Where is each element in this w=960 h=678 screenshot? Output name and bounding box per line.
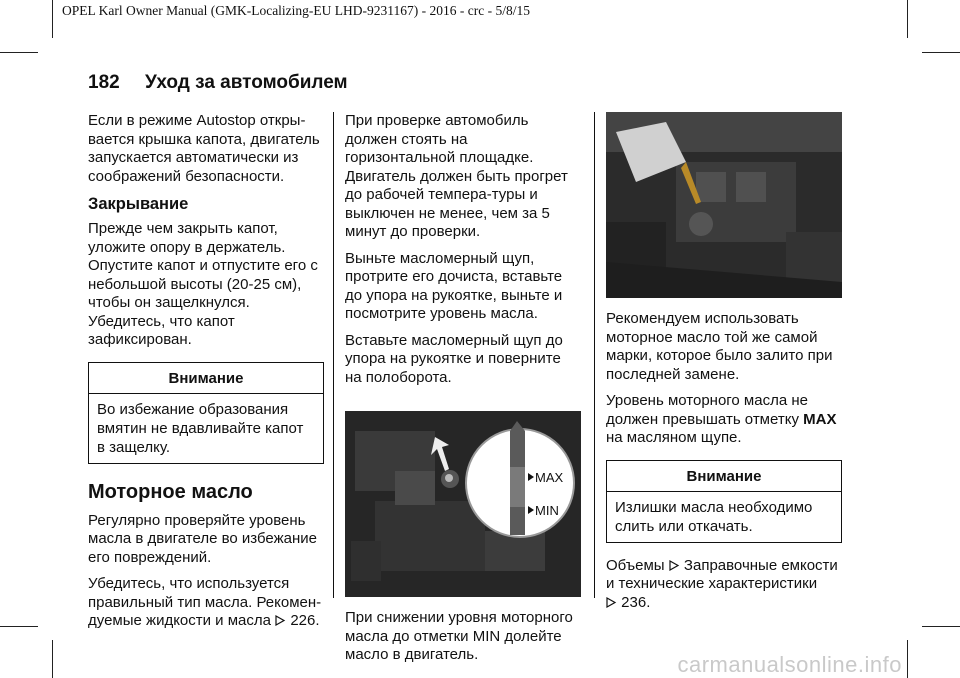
paragraph-with-ref	[606, 557, 842, 613]
crop-mark	[907, 0, 908, 38]
max-mark: MAX	[803, 410, 837, 428]
paragraph-text: на масляном щупе.	[606, 429, 742, 446]
crop-mark	[922, 52, 960, 53]
paragraph: Вставьте масломерный щуп до упора на рукоятке и поверните на полоборота.	[345, 331, 563, 386]
warning-box	[606, 460, 842, 543]
dipstick-figure	[345, 411, 581, 597]
page-heading	[88, 72, 348, 94]
paragraph: При проверке автомобиль должен стоять на горизонтальной площадке. Двигатель должен быть прогрет до рабочей темпера-туры и выключен не менее, чем за 5 минут до проверки.	[345, 112, 568, 240]
paragraph: Прежде чем закрыть капот, уложите опору в держатель. Опустите капот и отпустите его с небольшой высоты (20-25 см), чтобы он защелкнулся. Убедитесь, что капот зафиксирован.	[88, 220, 318, 348]
crop-mark	[52, 0, 53, 38]
watermark: carmanualsonline.info	[677, 652, 902, 677]
crop-mark	[0, 626, 38, 627]
paragraph	[606, 392, 842, 448]
paragraph: Рекомендуем использовать моторное масло той же самой марки, которое было залито при последней замене.	[606, 310, 833, 383]
min-label: MIN	[535, 503, 559, 518]
ref-page[interactable]: 236.	[621, 593, 651, 611]
paragraph: Регулярно проверяйте уровень масла в двигателе во избежание его повреждений.	[88, 511, 317, 566]
paragraph-text: Объемы	[606, 556, 665, 574]
warning-title: Внимание	[89, 363, 323, 394]
warning-body: Во избежание образования вмятин не вдавливайте капот в защелку.	[97, 400, 304, 456]
paragraph: Если в режиме Autostop откры-вается крышка капота, двигатель запускается автоматически из соображений безопасности.	[88, 112, 320, 185]
crop-mark	[52, 640, 53, 678]
column-divider	[594, 112, 595, 598]
section-heading-engine-oil: Моторное масло	[88, 480, 253, 503]
oil-filling-photo	[606, 112, 842, 298]
ref-page[interactable]: 226.	[290, 612, 320, 629]
paragraph: При снижении уровня моторного масла до отметки MIN долейте масло в двигатель.	[345, 609, 573, 663]
page-reference-icon	[669, 560, 680, 571]
paragraph-with-ref	[88, 575, 324, 631]
page-title: Уход за автомобилем	[144, 72, 348, 93]
running-header: OPEL Karl Owner Manual (GMK-Localizing-EU LHD-9231167) - 2016 - crc - 5/8/15	[62, 3, 530, 18]
column-1	[88, 112, 324, 639]
paragraph-text: Убедитесь, что используется правильный тип масла. Рекомен-дуемые жидкости и масла	[88, 575, 322, 629]
page-number: 182	[88, 72, 120, 93]
page-reference-icon	[606, 597, 617, 608]
warning-box	[88, 362, 324, 464]
warning-body: Излишки масла необходимо слить или откачать.	[615, 498, 813, 535]
warning-title: Внимание	[607, 461, 841, 492]
crop-mark	[907, 640, 908, 678]
section-heading-closing: Закрывание	[88, 195, 189, 213]
column-divider	[333, 112, 334, 598]
column-2	[345, 112, 581, 673]
paragraph: Выньте масломерный щуп, протрите его дочиста, вставьте до упора на рукоятке, выньте и посмотрите уровень масла.	[345, 249, 563, 322]
crop-mark	[922, 626, 960, 627]
paragraph-text: Заправочные емкости и технические характеристики	[606, 556, 838, 592]
column-3	[606, 112, 842, 620]
max-label: MAX	[535, 470, 564, 485]
crop-mark	[0, 52, 38, 53]
page-reference-icon	[275, 615, 286, 626]
paragraph-text: Уровень моторного масла не должен превышать отметку	[606, 392, 808, 428]
